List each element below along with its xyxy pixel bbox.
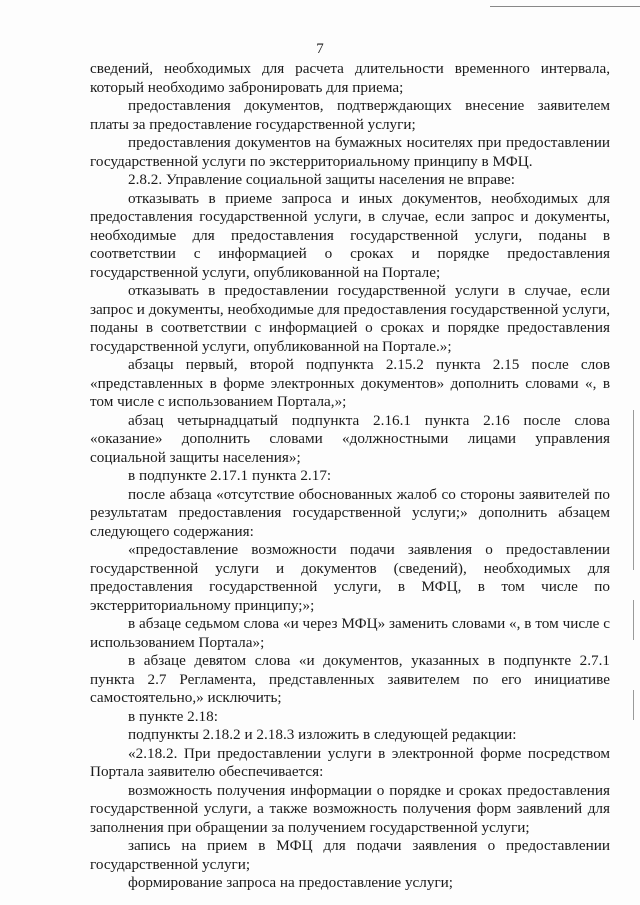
paragraph: сведений, необходимых для расчета длительности временного интервала, который необходимо забронировать для приема; (90, 60, 610, 96)
paragraph: в подпункте 2.17.1 пункта 2.17: (128, 467, 332, 484)
paragraph: предоставления документов, подтверждающих внесение заявителем платы за предоставление государственной услуги; (90, 97, 610, 133)
paragraph: «предоставление возможности подачи заявления о предоставлении государственной услуги и документов (сведений), необходимых для предоставления государственной услуги, в МФЦ, в том числе по экстерриториальному принципу;»; (90, 541, 610, 614)
paragraph: абзац четырнадцатый подпункта 2.16.1 пункта 2.16 после слова «оказание» дополнить словами «должностными лицами управления социальной защиты населения»; (90, 411, 610, 466)
paragraph: абзацы первый, второй подпункта 2.15.2 пункта 2.15 после слов «представленных в форме электронных документов» дополнить словами «, в том числе с использованием Портала,»; (90, 356, 610, 410)
paragraph: запись на прием в МФЦ для подачи заявления о предоставлении государственной услуги; (90, 837, 610, 873)
paragraph: формирование запроса на предоставление услуги; (128, 874, 454, 891)
paragraph: «2.18.2. При предоставлении услуги в электронной форме посредством Портала заявителю обеспечивается: (90, 744, 610, 780)
paragraph: в абзаце седьмом слова «и через МФЦ» заменить словами «, в том числе с использованием Портала»; (90, 615, 610, 651)
paragraph: отказывать в предоставлении государственной услуги в случае, если запрос и документы, необходимые для предоставления государственной услуги, поданы в соответствии с информацией о сроках и порядке предоставления государственной услуги, опубликованной на Портале.»; (90, 282, 610, 355)
paragraph: предоставления документов на бумажных носителях при предоставлении государственной услуги по экстерриториальному принципу в МФЦ. (90, 134, 610, 170)
paragraph: в абзаце девятом слова «и документов, указанных в подпункте 2.7.1 пункта 2.7 Регламента, представленных заявителем по его инициативе самостоятельно,» исключить; (90, 652, 610, 706)
paragraph: после абзаца «отсутствие обоснованных жалоб со стороны заявителей по результатам предоставления государственной услуги;» дополнить абзацем следующего содержания: (90, 485, 610, 540)
paragraph: отказывать в приеме запроса и иных документов, необходимых для предоставления государственной услуги, в случае, если запрос и документы, необходимые для предоставления государственной услуги, поданы в соответствии с информацией о сроках и порядке предоставления государственной услуги, опубликованной на Портале; (90, 189, 610, 281)
paragraph: 2.8.2. Управление социальной защиты населения не вправе: (128, 171, 515, 188)
document-body (90, 60, 610, 893)
paragraph: в пункте 2.18: (128, 707, 218, 725)
scan-margin-mark (633, 600, 634, 640)
scan-margin-mark (633, 690, 634, 720)
page-number: 7 (316, 41, 324, 57)
paragraph: возможность получения информации о порядке и сроках предоставления государственной услуги, а также возможность получения форм заявлений для заполнения при обращении за получением государственной услуги; (90, 781, 610, 836)
paragraph: подпункты 2.18.2 и 2.18.3 изложить в следующей редакции: (128, 726, 517, 743)
scan-edge-line (490, 6, 640, 7)
scan-margin-mark (633, 410, 634, 570)
